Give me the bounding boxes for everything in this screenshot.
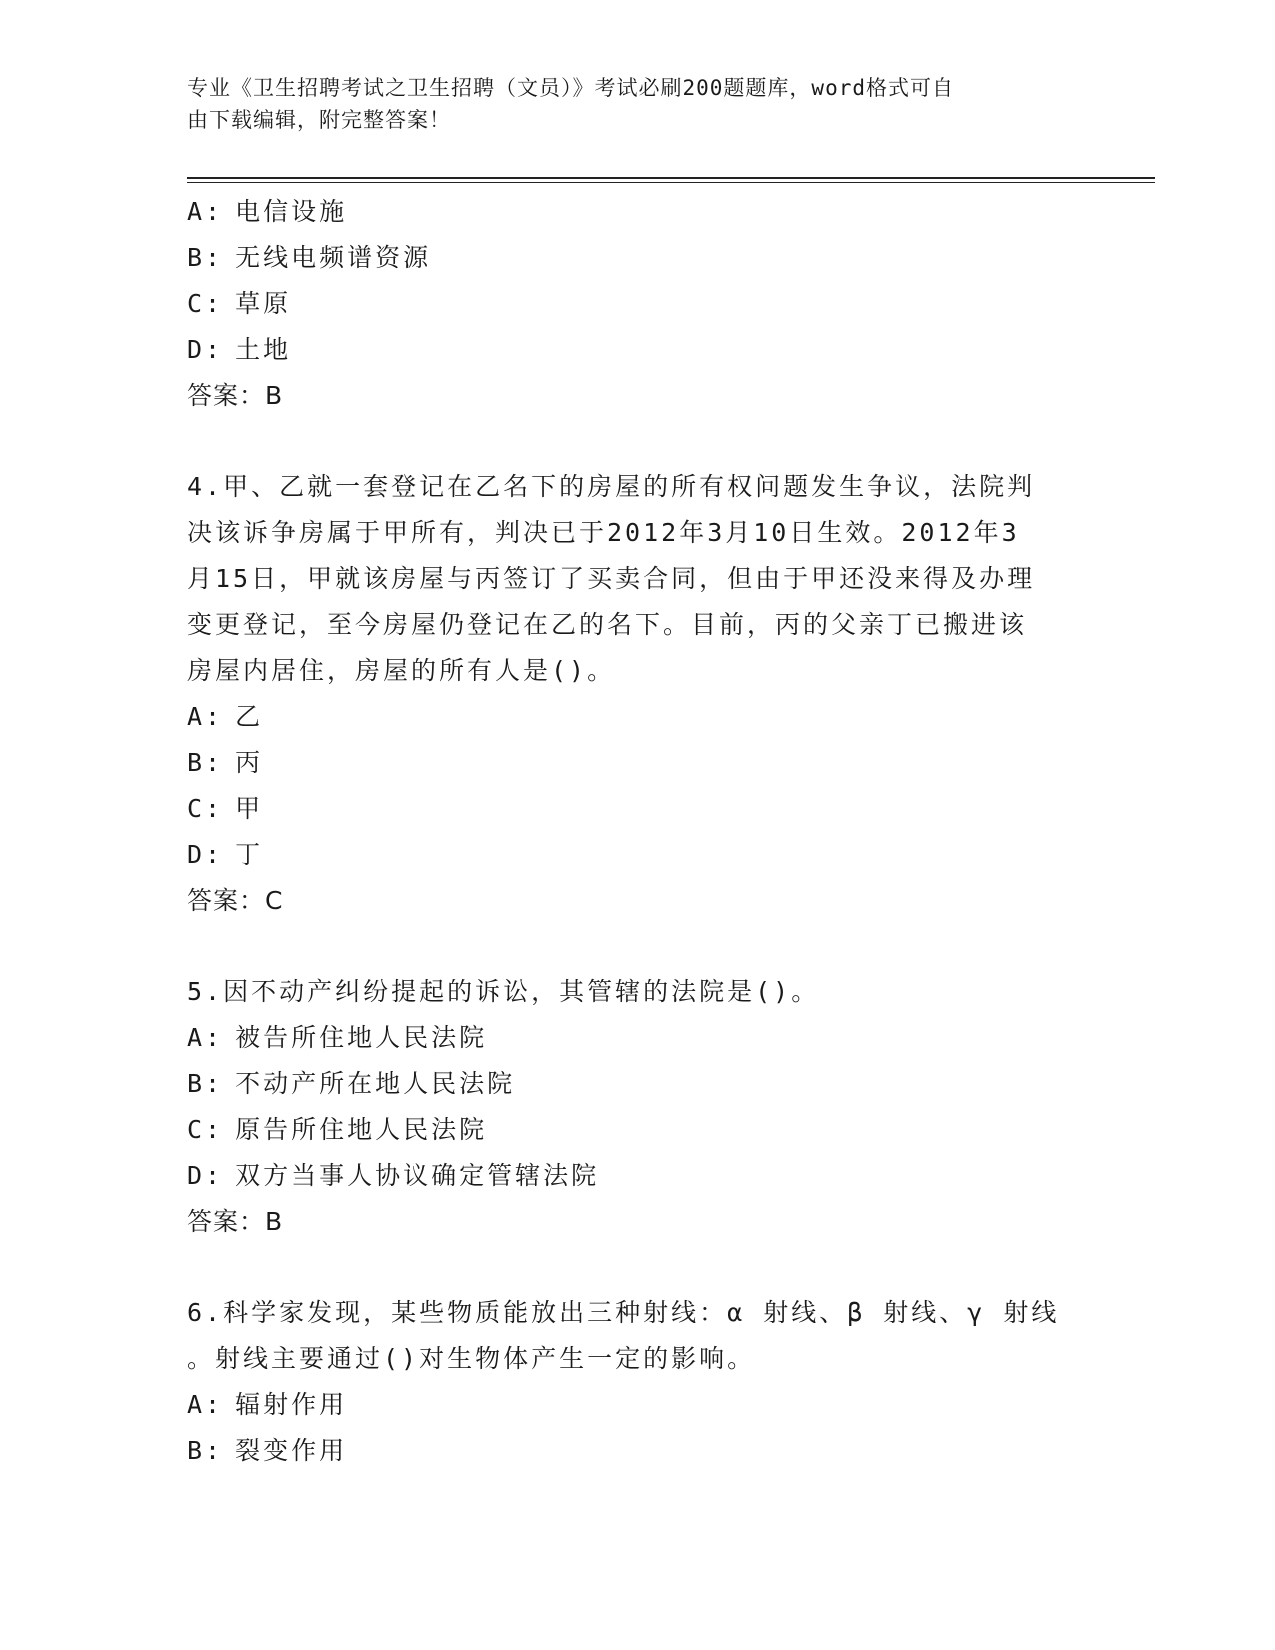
question-text-line: 。射线主要通过()对生物体产生一定的影响。 <box>187 1344 756 1373</box>
option-d: D: 双方当事人协议确定管辖法院 <box>187 1161 600 1190</box>
option-c: C: 原告所住地人民法院 <box>187 1115 488 1144</box>
option-a: A: 被告所住地人民法院 <box>187 1023 488 1052</box>
option-b: B: 不动产所在地人民法院 <box>187 1069 516 1098</box>
question-6 <box>187 1290 1087 1474</box>
question-5 <box>187 969 1087 1245</box>
header-divider-thin <box>187 182 1155 183</box>
answer-line: 答案：B <box>187 1207 284 1236</box>
option-d: D: 丁 <box>187 840 264 869</box>
header-line-1: 专业《卫生招聘考试之卫生招聘（文员）》考试必刷200题题库，word格式可自 <box>187 76 954 100</box>
question-text-line: 月15日，甲就该房屋与丙签订了买卖合同，但由于甲还没来得及办理 <box>187 564 1036 593</box>
option-a: A: 乙 <box>187 702 264 731</box>
option-c: C: 草原 <box>187 289 292 318</box>
document-header <box>187 72 1077 136</box>
question-text-line: 6.科学家发现，某些物质能放出三种射线：α 射线、β 射线、γ 射线 <box>187 1298 1060 1327</box>
header-line-2: 由下载编辑，附完整答案！ <box>187 108 451 132</box>
option-b: B: 裂变作用 <box>187 1436 348 1465</box>
question-3-continued <box>187 189 1087 419</box>
answer-line: 答案：C <box>187 886 284 915</box>
option-c: C: 甲 <box>187 794 264 823</box>
option-a: A: 电信设施 <box>187 197 348 226</box>
question-text-line: 变更登记，至今房屋仍登记在乙的名下。目前，丙的父亲丁已搬进该 <box>187 610 1028 639</box>
question-text-line: 4.甲、乙就一套登记在乙名下的房屋的所有权问题发生争议，法院判 <box>187 472 1036 501</box>
question-text-line: 5.因不动产纠纷提起的诉讼，其管辖的法院是()。 <box>187 977 820 1006</box>
option-d: D: 土地 <box>187 335 292 364</box>
question-text-line: 房屋内居住，房屋的所有人是()。 <box>187 656 616 685</box>
question-list <box>187 189 1087 1474</box>
header-divider-thick <box>187 177 1155 179</box>
option-b: B: 丙 <box>187 748 264 777</box>
answer-line: 答案：B <box>187 381 284 410</box>
question-4 <box>187 464 1087 924</box>
option-a: A: 辐射作用 <box>187 1390 348 1419</box>
question-text-line: 决该诉争房属于甲所有，判决已于2012年3月10日生效。2012年3 <box>187 518 1020 547</box>
option-b: B: 无线电频谱资源 <box>187 243 432 272</box>
